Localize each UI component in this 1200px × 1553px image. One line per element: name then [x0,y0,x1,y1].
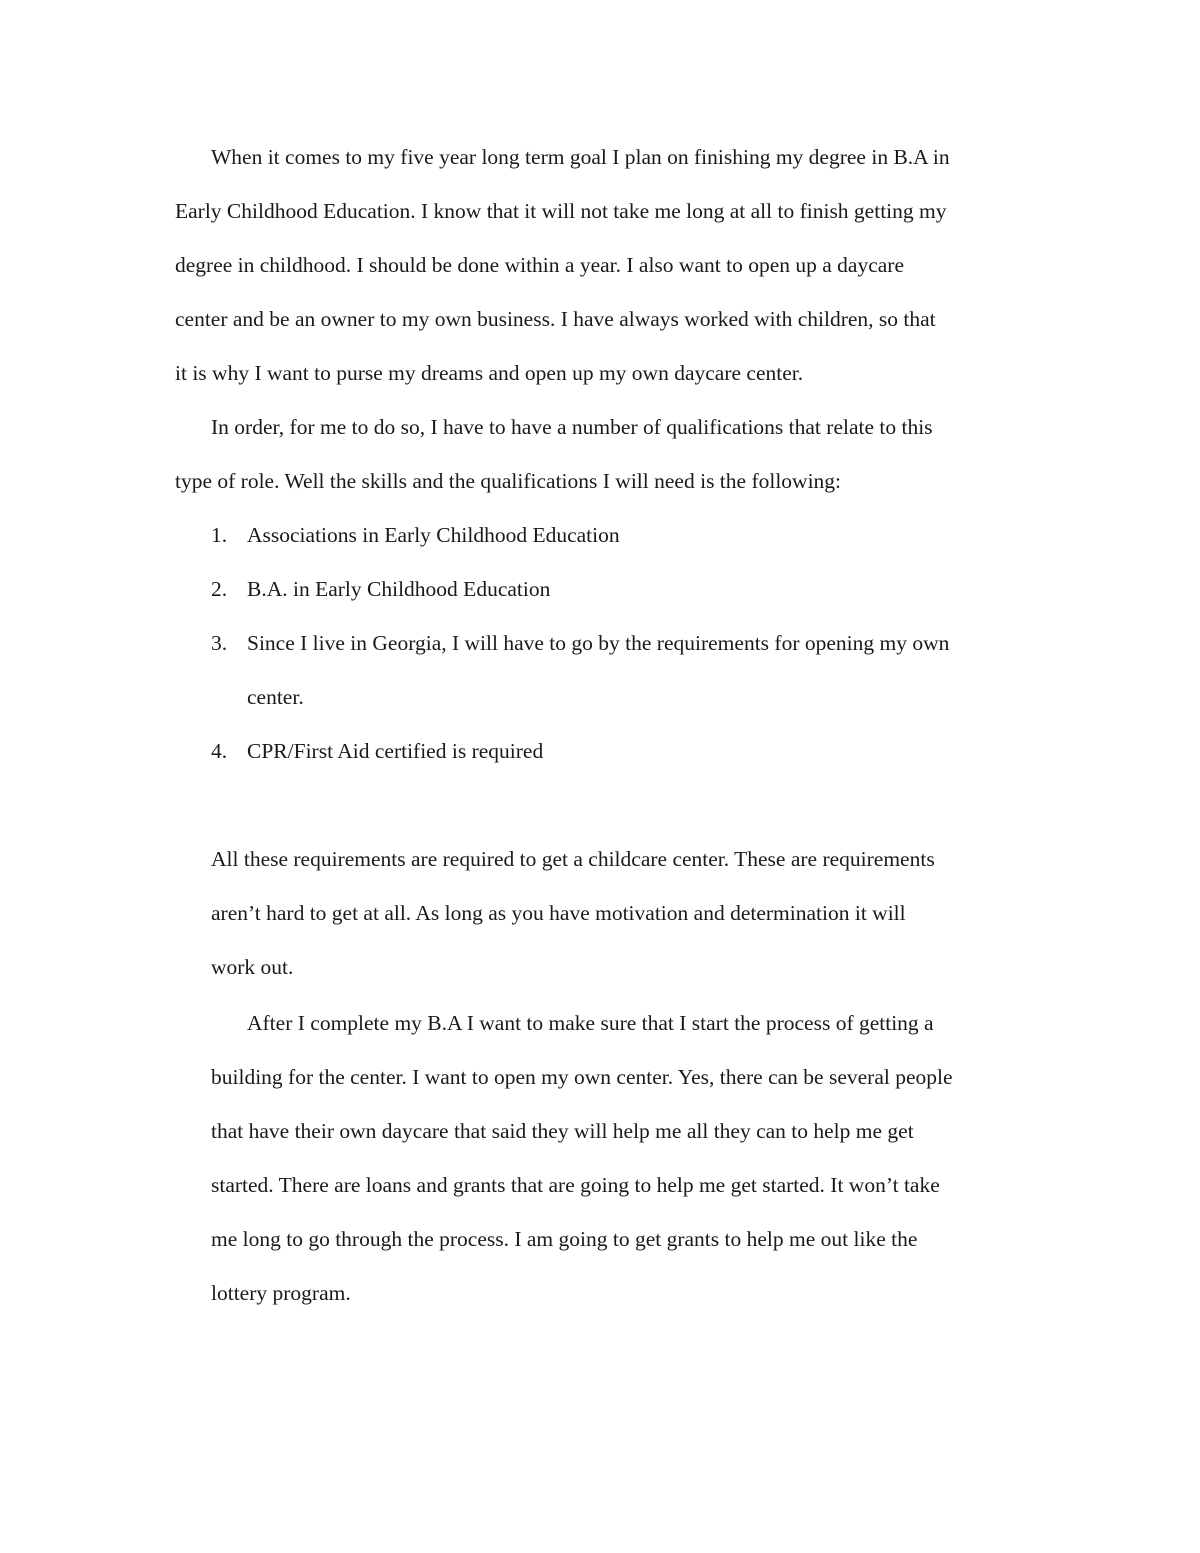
paragraph-line: building for the center. I want to open my own center. Yes, there can be several people [211,1065,953,1089]
list-item [211,562,1031,616]
paragraph-qualifications [175,400,1035,508]
list-number: 1. [211,523,228,547]
paragraph-line: lottery program. [211,1281,351,1305]
list-item-text: center. [247,685,304,709]
paragraph-line: degree in childhood. I should be done within a year. I also want to open up a daycare [175,253,904,277]
paragraph-line: Early Childhood Education. I know that it will not take me long at all to finish getting my [175,199,947,223]
paragraph-line: center and be an owner to my own business. I have always worked with children, so that [175,307,936,331]
list-item [211,616,1031,724]
paragraph-line: When it comes to my five year long term goal I plan on finishing my degree in B.A in [211,145,950,169]
list-item-text: Associations in Early Childhood Education [247,523,620,547]
paragraph-five-year-goal [175,130,1035,400]
list-item-text: B.A. in Early Childhood Education [247,577,551,601]
paragraph-line: it is why I want to purse my dreams and open up my own daycare center. [175,361,804,385]
paragraph-line: aren’t hard to get at all. As long as you have motivation and determination it will [211,901,906,925]
paragraph-requirements [211,832,1031,994]
list-item [211,508,1031,562]
paragraph-after-ba [211,996,1041,1320]
list-item [211,724,1031,778]
list-item-text: Since I live in Georgia, I will have to go by the requirements for opening my own [247,631,950,655]
list-number: 2. [211,577,228,601]
list-item-text: CPR/First Aid certified is required [247,739,544,763]
paragraph-line: me long to go through the process. I am going to get grants to help me out like the [211,1227,918,1251]
paragraph-line: started. There are loans and grants that are going to help me get started. It won’t take [211,1173,940,1197]
paragraph-line: All these requirements are required to get a childcare center. These are requirements [211,847,935,871]
paragraph-line: type of role. Well the skills and the qualifications I will need is the following: [175,469,842,493]
list-number: 3. [211,631,228,655]
list-number: 4. [211,739,228,763]
qualifications-list [211,508,1031,778]
paragraph-line: that have their own daycare that said they will help me all they can to help me get [211,1119,914,1143]
paragraph-line: In order, for me to do so, I have to have a number of qualifications that relate to this [211,415,933,439]
paragraph-line: work out. [211,955,294,979]
paragraph-line: After I complete my B.A I want to make sure that I start the process of getting a [247,1011,934,1035]
